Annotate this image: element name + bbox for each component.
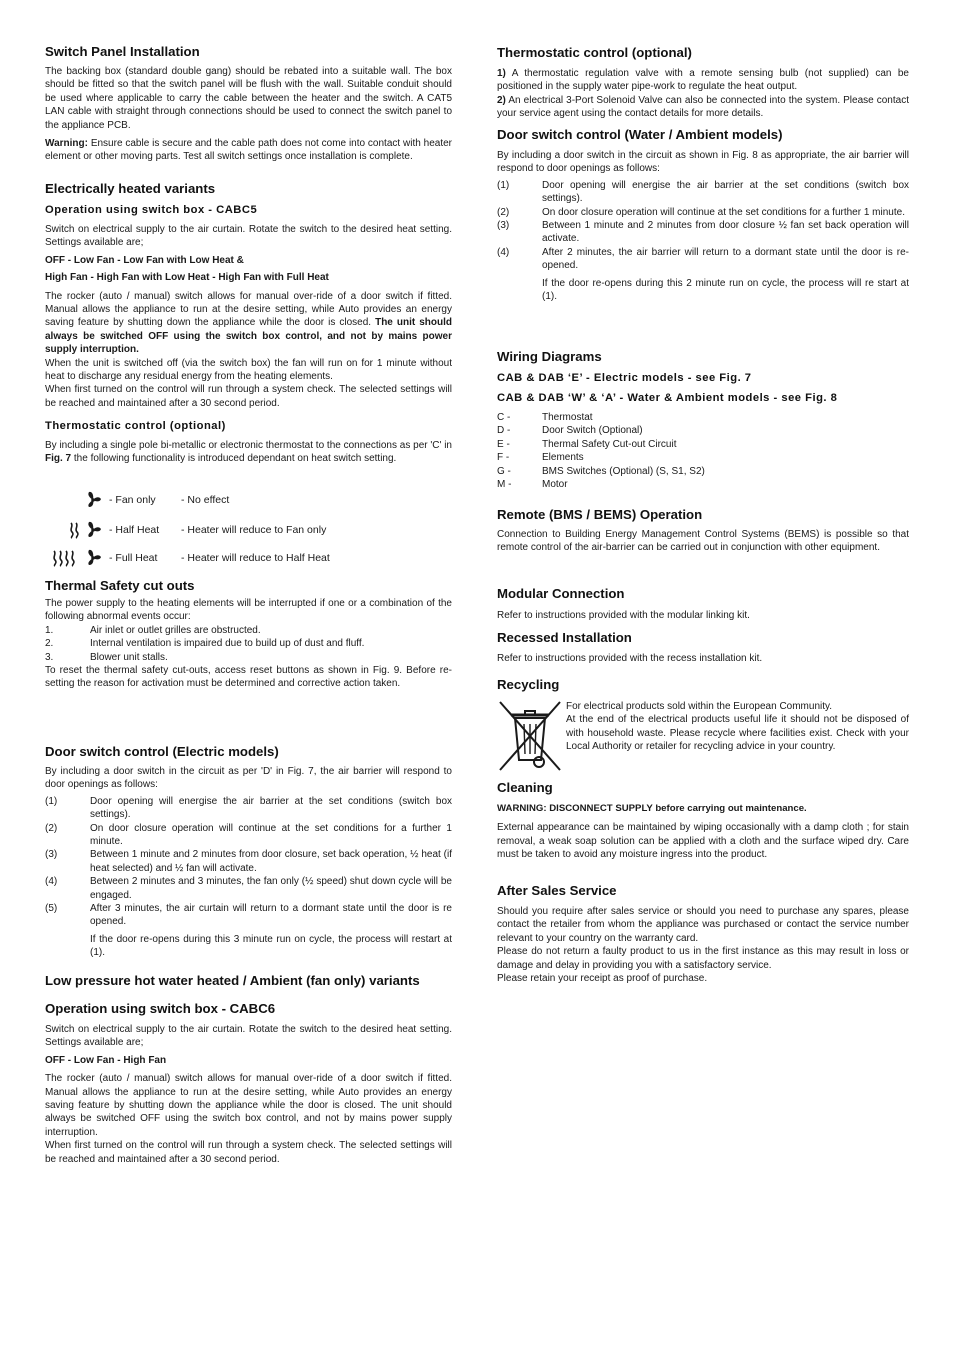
electric-rocker (45, 290, 452, 357)
low-pressure-first-on: When first turned on the control will run through a system check. The selected settings will be reached and maintained after a 30 second period. (45, 1140, 452, 1165)
recycling-body: At the end of the electrical products useful life it should not be disposed of with household waste. Please recycle where facilities exist. Check with your Local Authority or retailer for recycling advice in your country. (566, 714, 909, 753)
fig7-ref: Fig. 7 (45, 453, 72, 465)
wiring-section (497, 349, 909, 491)
legend-value: Elements (542, 452, 584, 464)
electric-rocker-bold: The unit should always be switched OFF using the switch box control, and not by mains power supply interruption. (45, 317, 453, 356)
warning-text: Ensure cable is secure and the cable path does not come into contact with heater element or other moving parts. Test all switch settings once installation is complete. (45, 138, 452, 163)
item-num: 1) (497, 68, 506, 79)
list-item (45, 822, 452, 849)
legend-value: Thermostat (542, 412, 593, 423)
list-text: On door closure operation will continue at the set conditions for a further 1 minute. (542, 206, 905, 218)
therm-effect-half-heat: - Heater will reduce to Fan only (181, 524, 327, 536)
after-sales-heading: After Sales Service (497, 883, 617, 898)
list-text: Internal ventilation is impaired due to build up of dust and fluff. (90, 638, 365, 650)
warning-label: Warning: (45, 138, 88, 150)
thermo-optional-item2 (497, 94, 909, 121)
list-num: 3. (45, 651, 54, 663)
switch-panel-heading: Switch Panel Installation (45, 44, 200, 59)
thermo-optional-heading: Thermostatic control (optional) (497, 45, 692, 60)
list-item (45, 624, 452, 637)
therm-effect-full-heat: - Heater will reduce to Half Heat (181, 552, 330, 564)
modular-body: Refer to instructions provided with the modular linking kit. (497, 610, 750, 621)
cleaning-section (497, 780, 909, 862)
after-sales-body1: Should you require after sales service or should you need to purchase any spares, please contact the retailer from whom the appliance was purchased or contact the service number relevant to your country on the warranty card. (497, 906, 909, 944)
item-text: A thermostatic regulation valve with a remote sensing bulb (not supplied) can be positioned in the supply water pipe-work to regulate the heat output. (497, 68, 909, 93)
therm-label-half-heat: - Half Heat (109, 524, 160, 536)
item-text: An electrical 3-Port Solenoid Valve can also be connected into the system. Please contact your service agent using the contact details for more details. (497, 94, 909, 120)
thermal-safety-list (45, 624, 452, 664)
therm-row-half-heat (45, 520, 326, 540)
therm-row-fan-only (45, 490, 229, 510)
wiring-sub-electric: CAB & DAB ‘E’ - Electric models - see Fig. 7 (497, 372, 752, 384)
list-num: (4) (45, 876, 58, 888)
wiring-legend (497, 411, 909, 491)
therm-row-full-heat (45, 548, 330, 568)
list-text: On door closure operation will continue at the set conditions for a further 1 minute. (90, 822, 452, 848)
thermal-safety-intro: The power supply to the heating elements will be interrupted if one or a combination of the following abnormal events occur: (45, 598, 452, 623)
recycling-section (497, 677, 909, 777)
therm-label-fan-only: - Fan only (109, 494, 156, 506)
cleaning-body: External appearance can be maintained by wiping occasionally with a damp cloth ; for stain removal, a weak soap solution can be applied with a cloth and the surface wiped dry. Care must be taken to avoid any moisture ingress into the product. (497, 822, 909, 861)
low-pressure-rocker: The rocker (auto / manual) switch allows for manual over-ride of a door switch if fitted. Manual allows the appliance to run at the desire setting, while Auto provides an energy saving feature by shutting down the appliance while the door is closed. The unit should always be switched OFF using the switch box control, and not by mains power supply interruption. (45, 1073, 452, 1138)
thermostatic-section (45, 419, 452, 466)
list-text: Between 2 minutes and 3 minutes, the fan only (½ speed) shut down cycle will be engaged. (90, 876, 452, 901)
after-sales-body2: Please do not return a faulty product to us in the first instance as this may result in loss or damage and delay in providing you with a satisfactory service. (497, 946, 909, 971)
therm-effect-fan-only: - No effect (181, 494, 230, 506)
item-num: 2) (497, 94, 506, 106)
half-heat-icon (45, 520, 103, 540)
electric-settings-1: OFF - Low Fan - Low Fan with Low Heat & (45, 254, 244, 266)
list-item (45, 848, 452, 875)
thermal-safety-reset: To reset the thermal safety cut-outs, access reset buttons as shown in Fig. 9. Before re-setting the reason for activation must be determined and corrective action taken. (45, 665, 452, 690)
list-num: (3) (45, 849, 58, 861)
electric-rocker-text: The rocker (auto / manual) switch allows for manual over-ride of a door switch if fitted. Manual allows the appliance to run at the desire setting, while Auto provides an energy saving feature by shutting down the appliance while the door is closed. (45, 290, 452, 329)
list-item (45, 795, 452, 822)
door-water-list (497, 179, 909, 273)
legend-value: BMS Switches (Optional) (S, S1, S2) (542, 465, 705, 477)
crossed-out-bin-icon (497, 700, 566, 777)
legend-key: C - (497, 412, 511, 423)
electric-heading: Electrically heated variants (45, 181, 216, 196)
switch-panel-body: The backing box (standard double gang) should be rebated into a suitable wall. The box should be fitted so that the switch panel will be flush with the wall. Suitable conduit should be used where applicable to carry the cable between the heater and the switch. A CAT5 LAN cable with straight through connections should be used to connect the switch panel to the appliance PCB. (45, 66, 452, 131)
electric-switched-off: When the unit is switched off (via the switch box) the fan will run on for 1 minute without heat to discharge any residual energy from the heating elements. (45, 357, 452, 383)
recycling-heading: Recycling (497, 677, 560, 692)
thermostatic-body (45, 439, 452, 466)
recessed-body: Refer to instructions provided with the recess installation kit. (497, 653, 763, 664)
thermal-safety-heading: Thermal Safety cut outs (45, 578, 195, 593)
recessed-section (497, 630, 909, 665)
cleaning-warning: WARNING: DISCONNECT SUPPLY before carrying out maintenance. (497, 803, 807, 814)
list-item (497, 246, 909, 273)
door-electric-heading: Door switch control (Electric models) (45, 744, 279, 759)
list-item (45, 637, 452, 650)
electric-first-on: When first turned on the control will run through a system check. The selected settings will be reached and maintained after a 30 second period. (45, 384, 452, 409)
legend-key: D - (497, 425, 511, 437)
low-pressure-heading: Low pressure hot water heated / Ambient (fan only) variants (45, 973, 420, 988)
electric-settings-2: High Fan - High Fan with Low Heat - High Fan with Full Heat (45, 272, 329, 284)
electric-intro: Switch on electrical supply to the air curtain. Rotate the switch to the desired heat setting. Settings available are; (45, 224, 452, 249)
low-pressure-subheading: Operation using switch box - CABC6 (45, 1001, 276, 1016)
modular-section (497, 586, 909, 622)
door-electric-intro: By including a door switch in the circuit as per 'D' in Fig. 7, the air barrier will respond to door openings as follows: (45, 766, 452, 791)
electric-subheading: Operation using switch box - CABC5 (45, 204, 258, 216)
thermostatic-body-part2: the following functionality is introduced dependant on heat switch setting. (71, 453, 397, 465)
list-text: Air inlet or outlet grilles are obstructed. (90, 624, 261, 636)
legend-item (497, 478, 909, 491)
bms-body: Connection to Building Energy Management Control Systems (BEMS) is possible so that remote control of the air-barrier can be carried out in conjunction with other equipment. (497, 529, 909, 554)
list-num: (3) (497, 220, 510, 232)
list-item (45, 651, 452, 664)
recycling-text (566, 700, 909, 777)
door-electric-section (45, 744, 452, 960)
door-water-heading: Door switch control (Water / Ambient models) (497, 127, 783, 142)
legend-value: Door Switch (Optional) (542, 425, 643, 437)
legend-value: Motor (542, 479, 568, 491)
list-num: 2. (45, 638, 54, 650)
bms-section (497, 507, 909, 555)
legend-key: G - (497, 465, 511, 477)
list-text: Between 1 minute and 2 minutes from door closure, set back operation, ½ heat (if heat selected) and ½ fan will activate. (90, 849, 452, 874)
list-num: (2) (45, 822, 58, 834)
thermo-optional-section (497, 45, 909, 121)
electric-section (45, 181, 452, 410)
list-num: (5) (45, 903, 58, 915)
door-water-section (497, 127, 909, 303)
legend-item (497, 451, 909, 464)
low-pressure-section (45, 973, 452, 1166)
door-electric-list (45, 795, 452, 929)
list-item (497, 219, 909, 246)
list-num: (1) (45, 795, 58, 807)
list-text: After 3 minutes, the air curtain will return to a dormant state until the door is re opened. (90, 903, 452, 928)
recycling-content (497, 700, 909, 777)
list-item (45, 902, 452, 929)
low-pressure-settings: OFF - Low Fan - High Fan (45, 1054, 167, 1066)
list-item (497, 206, 909, 219)
low-pressure-intro: Switch on electrical supply to the air curtain. Rotate the switch to the desired heat setting. Settings available are; (45, 1024, 452, 1049)
legend-key: F - (497, 452, 510, 464)
list-num: (4) (497, 246, 510, 258)
list-num: (1) (497, 179, 510, 191)
bms-heading: Remote (BMS / BEMS) Operation (497, 507, 703, 522)
modular-heading: Modular Connection (497, 586, 625, 601)
legend-item (497, 424, 909, 437)
legend-item (497, 411, 909, 424)
legend-value: Thermal Safety Cut-out Circuit (542, 438, 677, 450)
switch-panel-section (45, 44, 452, 164)
thermo-optional-item1 (497, 67, 909, 94)
legend-key: M - (497, 479, 512, 491)
switch-panel-warning (45, 137, 452, 164)
fan-only-icon (45, 490, 103, 510)
list-text: Between 1 minute and 2 minutes from door closure ½ fan set back operation will activate. (542, 220, 909, 245)
list-item (45, 875, 452, 902)
door-electric-reopen: If the door re-opens during this 3 minute run on cycle, the process will restart at (1). (90, 933, 452, 959)
after-sales-body3: Please retain your receipt as proof of purchase. (497, 973, 708, 985)
door-water-intro: By including a door switch in the circuit as shown in Fig. 8 as appropriate, the air barrier will respond to door openings as follows: (497, 150, 909, 175)
legend-item (497, 438, 909, 451)
list-text: After 2 minutes, the air barrier will return to a dormant state until the door is re-opened. (542, 246, 909, 272)
list-item (497, 179, 909, 206)
thermostatic-heading: Thermostatic control (optional) (45, 420, 226, 432)
legend-key: E - (497, 438, 510, 450)
list-text: Door opening will energise the air barrier at the set conditions (switch box settings). (542, 179, 909, 205)
wiring-heading: Wiring Diagrams (497, 349, 602, 364)
list-num: (2) (497, 206, 510, 218)
recessed-heading: Recessed Installation (497, 630, 632, 645)
list-num: 1. (45, 624, 54, 636)
therm-label-full-heat: - Full Heat (109, 552, 158, 564)
list-text: Door opening will energise the air barrier at the set conditions (switch box settings). (90, 795, 452, 821)
recycling-line1: For electrical products sold within the European Community. (566, 701, 833, 712)
full-heat-icon (45, 548, 103, 568)
door-water-reopen: If the door re-opens during this 2 minute run on cycle, the process will re start at (1). (542, 277, 909, 303)
after-sales-section (497, 883, 909, 985)
wiring-sub-water: CAB & DAB ‘W’ & ‘A’ - Water & Ambient models - see Fig. 8 (497, 392, 838, 404)
thermal-safety-section (45, 578, 452, 691)
cleaning-heading: Cleaning (497, 780, 553, 795)
list-text: Blower unit stalls. (90, 651, 168, 663)
thermostatic-body-part1: By including a single pole bi-metallic or electronic thermostat to the connections as per 'C' in (45, 440, 452, 451)
legend-item (497, 465, 909, 478)
